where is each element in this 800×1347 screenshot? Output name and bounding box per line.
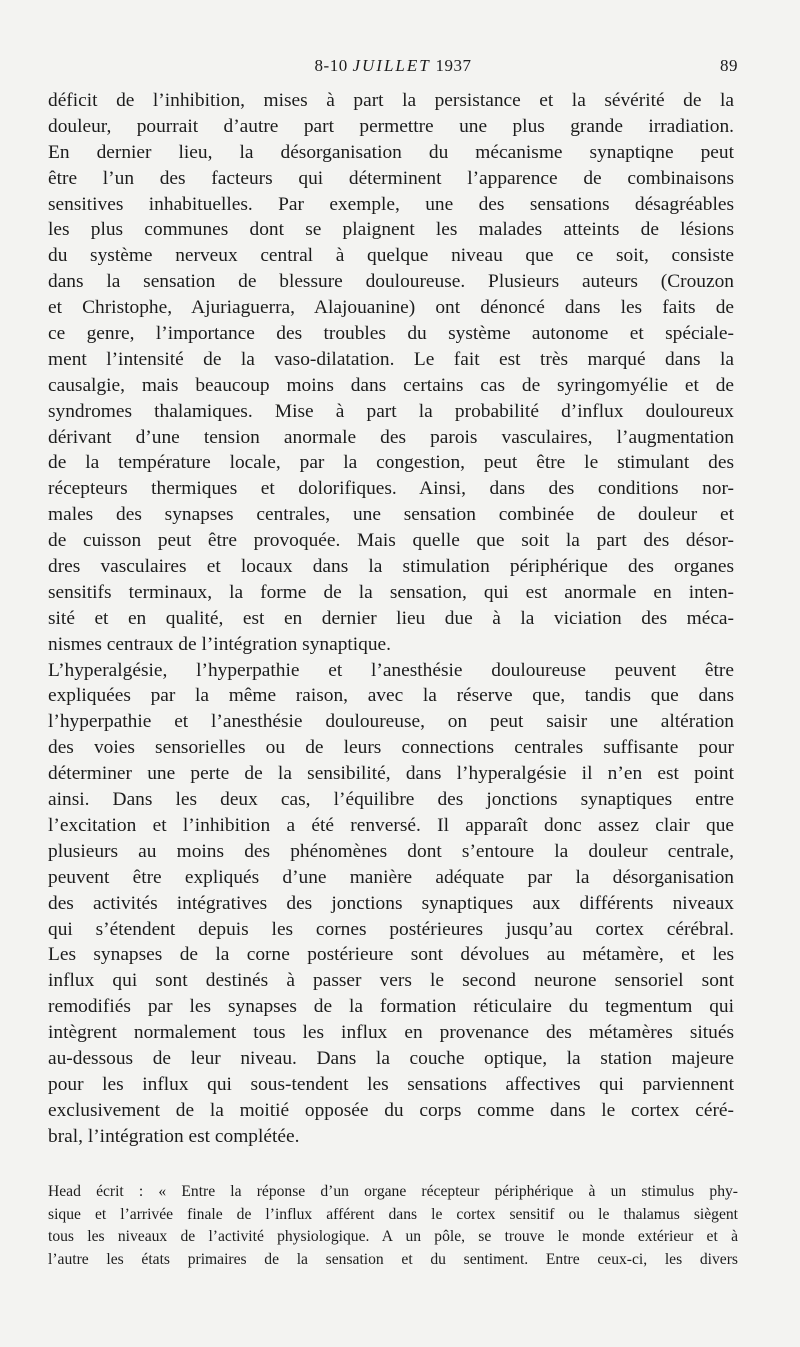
text-line: douleur, pourrait d’autre part permettre une plus grande irradiation. — [48, 115, 734, 137]
text-line: ainsi. Dans les deux cas, l’équilibre des jonctions synaptiques entre — [48, 789, 734, 811]
text-line: dans la sensation de blessure douloureuse. Plusieurs auteurs (Crouzon — [48, 271, 734, 293]
text-line: dérivant d’une tension anormale des parois vasculaires, l’augmentation — [48, 426, 734, 448]
text-line: ment l’intensité de la vaso-dilatation. Le fait est très marqué dans la — [48, 348, 734, 370]
footnote — [48, 1181, 738, 1271]
page-header — [48, 56, 738, 80]
text-line: exclusivement de la moitié opposée du corps comme dans le cortex céré- — [48, 1099, 734, 1121]
text-line: causalgie, mais beaucoup moins dans certains cas de syringomyélie et de — [48, 374, 734, 396]
footnote-line: tous les niveaux de l’activité physiologique. A un pôle, se trouve le monde extérieur et à — [48, 1228, 738, 1245]
text-line: ce genre, l’importance des troubles du système autonome et spéciale- — [48, 323, 734, 345]
text-line: récepteurs thermiques et dolorifiques. Ainsi, dans des conditions nor- — [48, 478, 734, 500]
text-line: l’hyperpathie et l’anesthésie douloureuse, on peut saisir une altération — [48, 711, 734, 733]
footnote-line: sique et l’arrivée finale de l’influx afférent dans le cortex sensitif ou le thalamus siègent — [48, 1205, 738, 1223]
running-date: 8-10 — [314, 56, 348, 75]
text-line: être l’un des facteurs qui déterminent l’apparence de combinaisons — [48, 167, 734, 189]
footnote-line: l’autre les états primaires de la sensation et du sentiment. Entre ceux-ci, les divers — [48, 1250, 738, 1268]
text-line: du système nerveux central à quelque niveau que ce soit, consiste — [48, 245, 734, 267]
text-line: peuvent être expliqués d’une manière adéquate par la désorganisation — [48, 866, 734, 888]
text-line: dres vasculaires et locaux dans la stimulation périphérique des organes — [48, 556, 734, 578]
text-line: L’hyperalgésie, l’hyperpathie et l’anesthésie douloureuse peuvent être — [48, 659, 734, 681]
running-month: JUILLET — [352, 56, 431, 75]
text-line: En dernier lieu, la désorganisation du mécanisme synaptiqne peut — [48, 141, 734, 163]
text-line: intègrent normalement tous les influx en provenance des métamères situés — [48, 1022, 734, 1044]
text-line: de la température locale, par la congestion, peut être le stimulant des — [48, 452, 734, 474]
text-line: qui s’étendent depuis les cornes postérieures jusqu’au cortex cérébral. — [48, 918, 734, 940]
text-line: influx qui sont destinés à passer vers le second neurone sensoriel sont — [48, 970, 734, 992]
text-line: des voies sensorielles ou de leurs connections centrales suffisante pour — [48, 737, 734, 759]
text-line: remodifiés par les synapses de la formation réticulaire du tegmentum qui — [48, 996, 734, 1018]
text-line: au-dessous de leur niveau. Dans la couche optique, la station majeure — [48, 1047, 734, 1069]
footnote-line: Head écrit : « Entre la réponse d’un organe récepteur périphérique à un stimulus phy- — [48, 1183, 738, 1200]
text-line: déterminer une perte de la sensibilité, dans l’hyperalgésie il n’en est point — [48, 763, 734, 785]
text-line: bral, l’intégration est complétée. — [48, 1125, 300, 1147]
text-line: déficit de l’inhibition, mises à part la persistance et la sévérité de la — [48, 90, 734, 111]
text-line: sensitives inhabituelles. Par exemple, une des sensations désagréables — [48, 193, 734, 215]
text-line: les plus communes dont se plaignent les malades atteints de lésions — [48, 219, 734, 241]
text-line: sité et en qualité, est en dernier lieu due à la viciation des méca- — [48, 607, 734, 629]
text-line: syndromes thalamiques. Mise à part la probabilité d’influx douloureux — [48, 400, 734, 422]
text-line: de cuisson peut être provoquée. Mais quelle que soit la part des désor- — [48, 530, 734, 552]
running-title — [48, 56, 738, 76]
text-line: expliquées par la même raison, avec la réserve que, tandis que dans — [48, 685, 734, 707]
text-line: plusieurs au moins des phénomènes dont s’entoure la douleur centrale, — [48, 840, 734, 862]
page-number: 89 — [720, 56, 738, 75]
text-line: et Christophe, Ajuriaguerra, Alajouanine) ont dénoncé dans les faits de — [48, 297, 734, 319]
text-line: nismes centraux de l’intégration synaptique. — [48, 633, 392, 655]
text-line: l’excitation et l’inhibition a été renversé. Il apparaît donc assez clair que — [48, 814, 734, 836]
text-line: des activités intégratives des jonctions synaptiques aux différents niveaux — [48, 892, 734, 914]
text-line: males des synapses centrales, une sensation combinée de douleur et — [48, 504, 734, 526]
text-line: sensitifs terminaux, la forme de la sensation, qui est anormale en inten- — [48, 581, 734, 603]
body-text — [48, 88, 734, 1150]
text-line: Les synapses de la corne postérieure sont dévolues au métamère, et les — [48, 944, 734, 966]
running-year: 1937 — [435, 56, 472, 75]
text-line: pour les influx qui sous-tendent les sensations affectives qui parviennent — [48, 1073, 734, 1095]
